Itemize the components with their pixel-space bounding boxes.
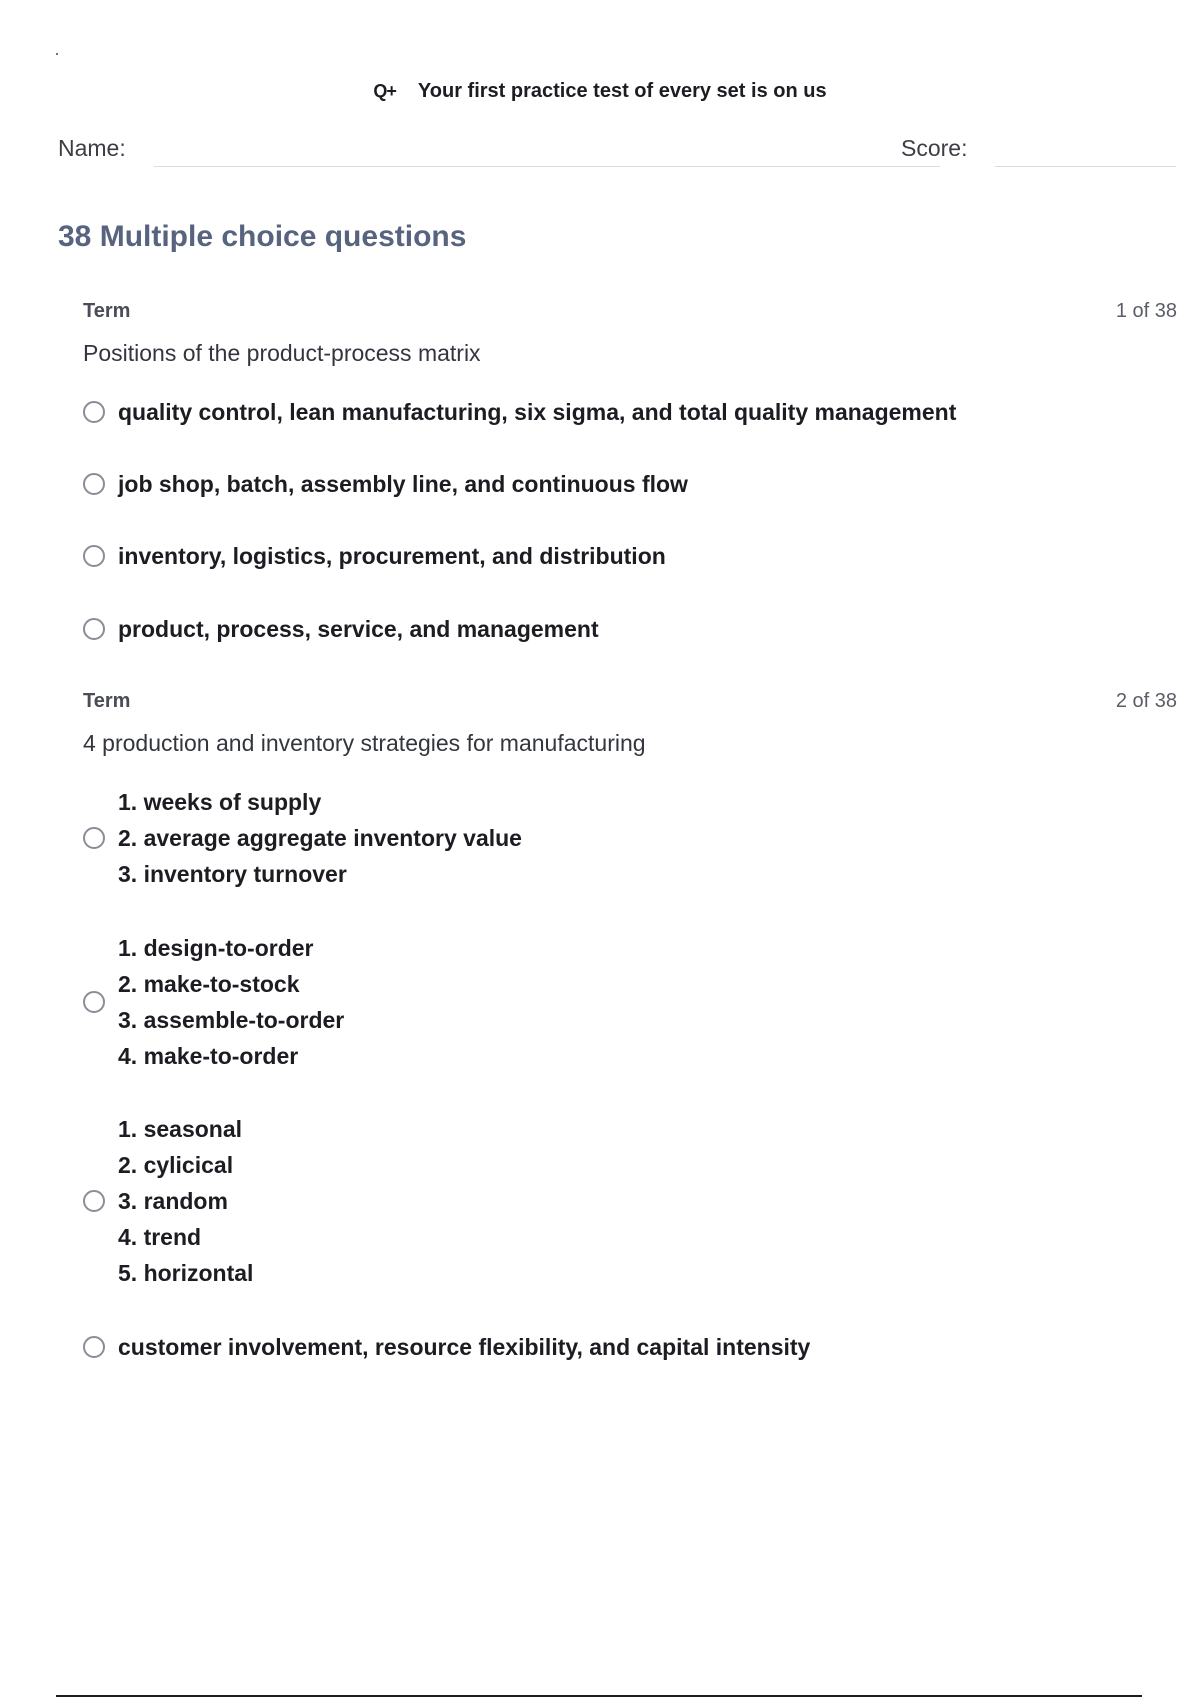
answer-option-text: customer involvement, resource flexibility, and capital intensity [118,1334,811,1360]
question-prompt: Positions of the product-process matrix [83,340,481,366]
question-1 [83,300,1177,642]
section-title: 38 Multiple choice questions [58,220,467,253]
name-score-row [58,132,1176,168]
answer-line: 3. inventory turnover [118,861,347,887]
answer-option[interactable] [83,1329,810,1365]
question-header [83,690,1177,716]
answer-option-text: quality control, lean manufacturing, six sigma, and total quality management [118,399,957,425]
answer-line: 1. weeks of supply [118,789,322,815]
answer-option[interactable] [83,784,522,892]
radio-button-icon[interactable] [83,991,105,1013]
radio-button-icon[interactable] [83,618,105,640]
promo-banner [0,80,1200,103]
answer-option[interactable] [83,538,666,574]
radio-button-icon[interactable] [83,1336,105,1358]
page-dot [56,53,58,55]
answer-option[interactable] [83,394,956,430]
answer-option[interactable] [83,930,344,1074]
quizlet-plus-logo-icon: Q+ [373,81,396,101]
answer-option-text: product, process, service, and management [118,616,599,642]
answer-option-text: inventory, logistics, procurement, and distribution [118,543,666,569]
radio-button-icon[interactable] [83,473,105,495]
answer-option-text [118,784,522,892]
answer-option[interactable] [83,611,599,647]
name-field[interactable] [154,166,940,167]
answer-line: 4. make-to-order [118,1043,299,1069]
radio-button-icon[interactable] [83,545,105,567]
name-label: Name: [58,135,126,161]
answer-option[interactable] [83,466,688,502]
radio-button-icon[interactable] [83,401,105,423]
question-prompt: 4 production and inventory strategies for manufacturing [83,730,646,756]
answer-line: 3. assemble-to-order [118,1007,345,1033]
answer-option[interactable] [83,1111,253,1291]
term-label: Term [83,300,131,322]
term-label: Term [83,690,131,712]
radio-button-icon[interactable] [83,827,105,849]
answer-line: 3. random [118,1188,228,1214]
question-counter: 1 of 38 [1115,300,1177,322]
score-label: Score: [901,135,968,161]
answer-option-text [118,930,344,1074]
question-counter: 2 of 38 [1115,690,1177,712]
answer-line: 1. design-to-order [118,935,314,961]
answer-line: 2. average aggregate inventory value [118,825,522,851]
promo-banner-text: Your first practice test of every set is on us [417,80,827,102]
radio-button-icon[interactable] [83,1190,105,1212]
answer-line: 2. make-to-stock [118,971,300,997]
question-2 [83,690,1177,1360]
answer-option-text [118,1111,253,1291]
answer-option-text: job shop, batch, assembly line, and continuous flow [118,471,688,497]
question-header [83,300,1177,326]
page-divider [56,1695,1142,1697]
answer-line: 4. trend [118,1224,202,1250]
answer-line: 5. horizontal [118,1260,254,1286]
score-field[interactable] [995,166,1176,167]
answer-line: 2. cylicical [118,1152,234,1178]
answer-line: 1. seasonal [118,1116,243,1142]
